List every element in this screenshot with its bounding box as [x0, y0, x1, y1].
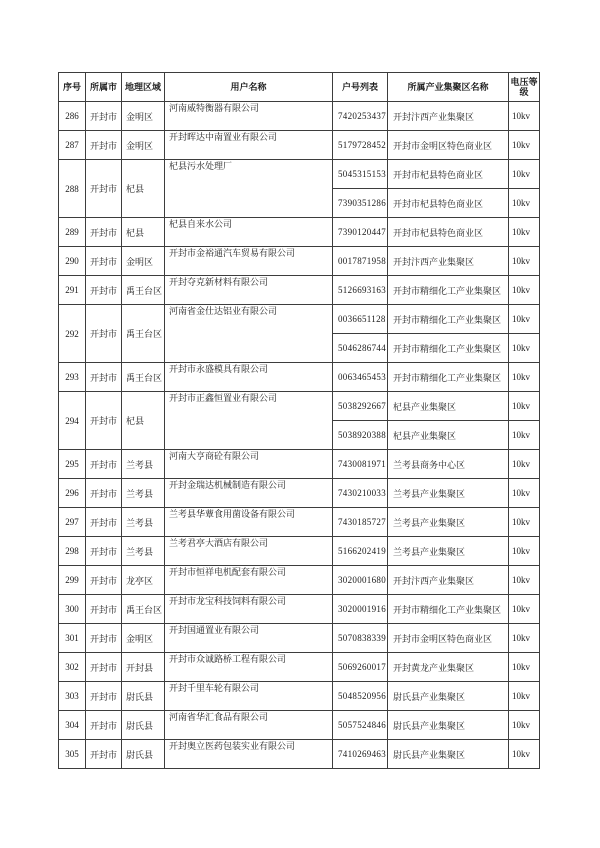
voltage-cell: 10kv [509, 682, 540, 711]
user-name-cell: 开封国通置业有限公司 [165, 624, 333, 653]
voltage-cell: 10kv [509, 334, 540, 363]
table-row [59, 682, 540, 711]
cluster-name-cell: 开封汴西产业集聚区 [388, 102, 509, 131]
user-name-cell: 开封奥立医药包装实业有限公司 [165, 740, 333, 769]
user-name-cell: 开封市金裕通汽车贸易有限公司 [165, 247, 333, 276]
serial-cell: 287 [59, 131, 86, 160]
cluster-name-cell: 开封市精细化工产业集聚区 [388, 334, 509, 363]
table-row [59, 247, 540, 276]
account-number-cell: 0036651128 [333, 305, 388, 334]
city-cell: 开封市 [86, 276, 122, 305]
table-header [59, 73, 540, 102]
user-name-cell: 河南大亨商砼有限公司 [165, 450, 333, 479]
table-row [59, 479, 540, 508]
city-cell: 开封市 [86, 653, 122, 682]
region-cell: 禹王台区 [122, 276, 165, 305]
region-cell: 金明区 [122, 624, 165, 653]
cluster-name-cell: 杞县产业集聚区 [388, 421, 509, 450]
region-cell: 尉氏县 [122, 682, 165, 711]
account-number-cell: 7430210033 [333, 479, 388, 508]
account-number-cell: 7430081971 [333, 450, 388, 479]
table-row [59, 392, 540, 421]
region-cell: 金明区 [122, 131, 165, 160]
cluster-name-cell: 开封汴西产业集聚区 [388, 566, 509, 595]
user-name-cell: 河南省金仕达铝业有限公司 [165, 305, 333, 363]
header-city: 所属市 [86, 73, 122, 102]
account-number-cell: 5045315153 [333, 160, 388, 189]
account-number-cell: 7390351286 [333, 189, 388, 218]
cluster-name-cell: 开封市金明区特色商业区 [388, 131, 509, 160]
serial-cell: 304 [59, 711, 86, 740]
serial-cell: 300 [59, 595, 86, 624]
region-cell: 兰考县 [122, 508, 165, 537]
region-cell: 兰考县 [122, 479, 165, 508]
user-name-cell: 开封市永盛模具有限公司 [165, 363, 333, 392]
account-number-cell: 3020001680 [333, 566, 388, 595]
table-row [59, 450, 540, 479]
city-cell: 开封市 [86, 102, 122, 131]
serial-cell: 290 [59, 247, 86, 276]
table-row [59, 740, 540, 769]
cluster-name-cell: 尉氏县产业集聚区 [388, 711, 509, 740]
serial-cell: 288 [59, 160, 86, 218]
cluster-name-cell: 开封市精细化工产业集聚区 [388, 363, 509, 392]
voltage-cell: 10kv [509, 508, 540, 537]
user-name-cell: 兰考县华蕈食用菌设备有限公司 [165, 508, 333, 537]
city-cell: 开封市 [86, 595, 122, 624]
user-name-cell: 河南省华汇食品有限公司 [165, 711, 333, 740]
account-number-cell: 5070838339 [333, 624, 388, 653]
city-cell: 开封市 [86, 566, 122, 595]
cluster-name-cell: 开封市杞县特色商业区 [388, 218, 509, 247]
voltage-cell: 10kv [509, 711, 540, 740]
table-row [59, 624, 540, 653]
region-cell: 杞县 [122, 218, 165, 247]
cluster-name-cell: 开封市精细化工产业集聚区 [388, 595, 509, 624]
voltage-cell: 10kv [509, 189, 540, 218]
serial-cell: 296 [59, 479, 86, 508]
city-cell: 开封市 [86, 508, 122, 537]
voltage-cell: 10kv [509, 305, 540, 334]
table-row [59, 537, 540, 566]
cluster-name-cell: 兰考县产业集聚区 [388, 479, 509, 508]
account-number-cell: 5166202419 [333, 537, 388, 566]
city-cell: 开封市 [86, 682, 122, 711]
serial-cell: 298 [59, 537, 86, 566]
serial-cell: 305 [59, 740, 86, 769]
table-row [59, 711, 540, 740]
table-row [59, 131, 540, 160]
region-cell: 尉氏县 [122, 740, 165, 769]
voltage-cell: 10kv [509, 102, 540, 131]
account-number-cell: 5046286744 [333, 334, 388, 363]
header-account-list: 户号列表 [333, 73, 388, 102]
city-cell: 开封市 [86, 305, 122, 363]
city-cell: 开封市 [86, 131, 122, 160]
table-row [59, 363, 540, 392]
header-region: 地理区域 [122, 73, 165, 102]
table-row [59, 566, 540, 595]
voltage-cell: 10kv [509, 566, 540, 595]
table-row [59, 653, 540, 682]
region-cell: 兰考县 [122, 537, 165, 566]
table-row [59, 305, 540, 334]
header-voltage-level: 电压等级 [509, 73, 540, 102]
voltage-cell: 10kv [509, 131, 540, 160]
account-number-cell: 7430185727 [333, 508, 388, 537]
table-row [59, 595, 540, 624]
header-cluster-name: 所属产业集聚区名称 [388, 73, 509, 102]
region-cell: 开封县 [122, 653, 165, 682]
region-cell: 金明区 [122, 102, 165, 131]
city-cell: 开封市 [86, 247, 122, 276]
city-cell: 开封市 [86, 740, 122, 769]
cluster-name-cell: 开封市金明区特色商业区 [388, 624, 509, 653]
city-cell: 开封市 [86, 392, 122, 450]
user-name-cell: 杞县自来水公司 [165, 218, 333, 247]
table-row [59, 218, 540, 247]
account-number-cell: 5126693163 [333, 276, 388, 305]
city-cell: 开封市 [86, 363, 122, 392]
account-number-cell: 7420253437 [333, 102, 388, 131]
user-name-cell: 开封市众诚路桥工程有限公司 [165, 653, 333, 682]
account-number-cell: 5038292667 [333, 392, 388, 421]
user-name-cell: 河南威特衡器有限公司 [165, 102, 333, 131]
voltage-cell: 10kv [509, 653, 540, 682]
cluster-name-cell: 开封黄龙产业集聚区 [388, 653, 509, 682]
user-name-cell: 开封市恒祥电机配套有限公司 [165, 566, 333, 595]
region-cell: 兰考县 [122, 450, 165, 479]
serial-cell: 291 [59, 276, 86, 305]
voltage-cell: 10kv [509, 595, 540, 624]
user-name-cell: 开封夺克新材料有限公司 [165, 276, 333, 305]
account-number-cell: 5057524846 [333, 711, 388, 740]
serial-cell: 286 [59, 102, 86, 131]
account-number-cell: 0063465453 [333, 363, 388, 392]
table-body [59, 102, 540, 769]
region-cell: 禹王台区 [122, 305, 165, 363]
city-cell: 开封市 [86, 711, 122, 740]
voltage-cell: 10kv [509, 537, 540, 566]
table-row [59, 160, 540, 189]
voltage-cell: 10kv [509, 421, 540, 450]
account-number-cell: 7390120447 [333, 218, 388, 247]
serial-cell: 297 [59, 508, 86, 537]
table-row [59, 276, 540, 305]
city-cell: 开封市 [86, 537, 122, 566]
cluster-name-cell: 开封市精细化工产业集聚区 [388, 305, 509, 334]
cluster-name-cell: 开封市杞县特色商业区 [388, 160, 509, 189]
header-row [59, 73, 540, 102]
cluster-name-cell: 兰考县产业集聚区 [388, 537, 509, 566]
voltage-cell: 10kv [509, 160, 540, 189]
account-number-cell: 5038920388 [333, 421, 388, 450]
city-cell: 开封市 [86, 160, 122, 218]
account-number-cell: 0017871958 [333, 247, 388, 276]
cluster-name-cell: 兰考县产业集聚区 [388, 508, 509, 537]
cluster-name-cell: 兰考县商务中心区 [388, 450, 509, 479]
header-serial: 序号 [59, 73, 86, 102]
voltage-cell: 10kv [509, 740, 540, 769]
city-cell: 开封市 [86, 624, 122, 653]
cluster-name-cell: 开封市精细化工产业集聚区 [388, 276, 509, 305]
serial-cell: 302 [59, 653, 86, 682]
account-number-cell: 5179728452 [333, 131, 388, 160]
serial-cell: 292 [59, 305, 86, 363]
voltage-cell: 10kv [509, 247, 540, 276]
user-name-cell: 杞县污水处理厂 [165, 160, 333, 218]
voltage-cell: 10kv [509, 392, 540, 421]
region-cell: 禹王台区 [122, 363, 165, 392]
serial-cell: 303 [59, 682, 86, 711]
voltage-cell: 10kv [509, 276, 540, 305]
cluster-name-cell: 尉氏县产业集聚区 [388, 682, 509, 711]
voltage-cell: 10kv [509, 479, 540, 508]
cluster-name-cell: 杞县产业集聚区 [388, 392, 509, 421]
voltage-cell: 10kv [509, 450, 540, 479]
table-row [59, 508, 540, 537]
user-name-cell: 开封千里车轮有限公司 [165, 682, 333, 711]
account-number-cell: 5048520956 [333, 682, 388, 711]
account-number-cell: 7410269463 [333, 740, 388, 769]
region-cell: 金明区 [122, 247, 165, 276]
account-number-cell: 5069260017 [333, 653, 388, 682]
region-cell: 杞县 [122, 392, 165, 450]
user-name-cell: 兰考君亭大酒店有限公司 [165, 537, 333, 566]
cluster-name-cell: 尉氏县产业集聚区 [388, 740, 509, 769]
account-number-cell: 3020001916 [333, 595, 388, 624]
city-cell: 开封市 [86, 450, 122, 479]
serial-cell: 294 [59, 392, 86, 450]
cluster-name-cell: 开封市杞县特色商业区 [388, 189, 509, 218]
user-name-cell: 开封市正鑫恒置业有限公司 [165, 392, 333, 450]
serial-cell: 299 [59, 566, 86, 595]
user-name-cell: 开封市龙宝科技饲料有限公司 [165, 595, 333, 624]
region-cell: 杞县 [122, 160, 165, 218]
city-cell: 开封市 [86, 218, 122, 247]
voltage-cell: 10kv [509, 218, 540, 247]
region-cell: 尉氏县 [122, 711, 165, 740]
city-cell: 开封市 [86, 479, 122, 508]
cluster-name-cell: 开封汴西产业集聚区 [388, 247, 509, 276]
serial-cell: 289 [59, 218, 86, 247]
voltage-cell: 10kv [509, 624, 540, 653]
voltage-cell: 10kv [509, 363, 540, 392]
serial-cell: 301 [59, 624, 86, 653]
table-row [59, 102, 540, 131]
serial-cell: 295 [59, 450, 86, 479]
region-cell: 龙亭区 [122, 566, 165, 595]
serial-cell: 293 [59, 363, 86, 392]
user-name-cell: 开封晖达中南置业有限公司 [165, 131, 333, 160]
header-user-name: 用户名称 [165, 73, 333, 102]
user-table [58, 72, 540, 769]
region-cell: 禹王台区 [122, 595, 165, 624]
user-name-cell: 开封金瑞达机械制造有限公司 [165, 479, 333, 508]
